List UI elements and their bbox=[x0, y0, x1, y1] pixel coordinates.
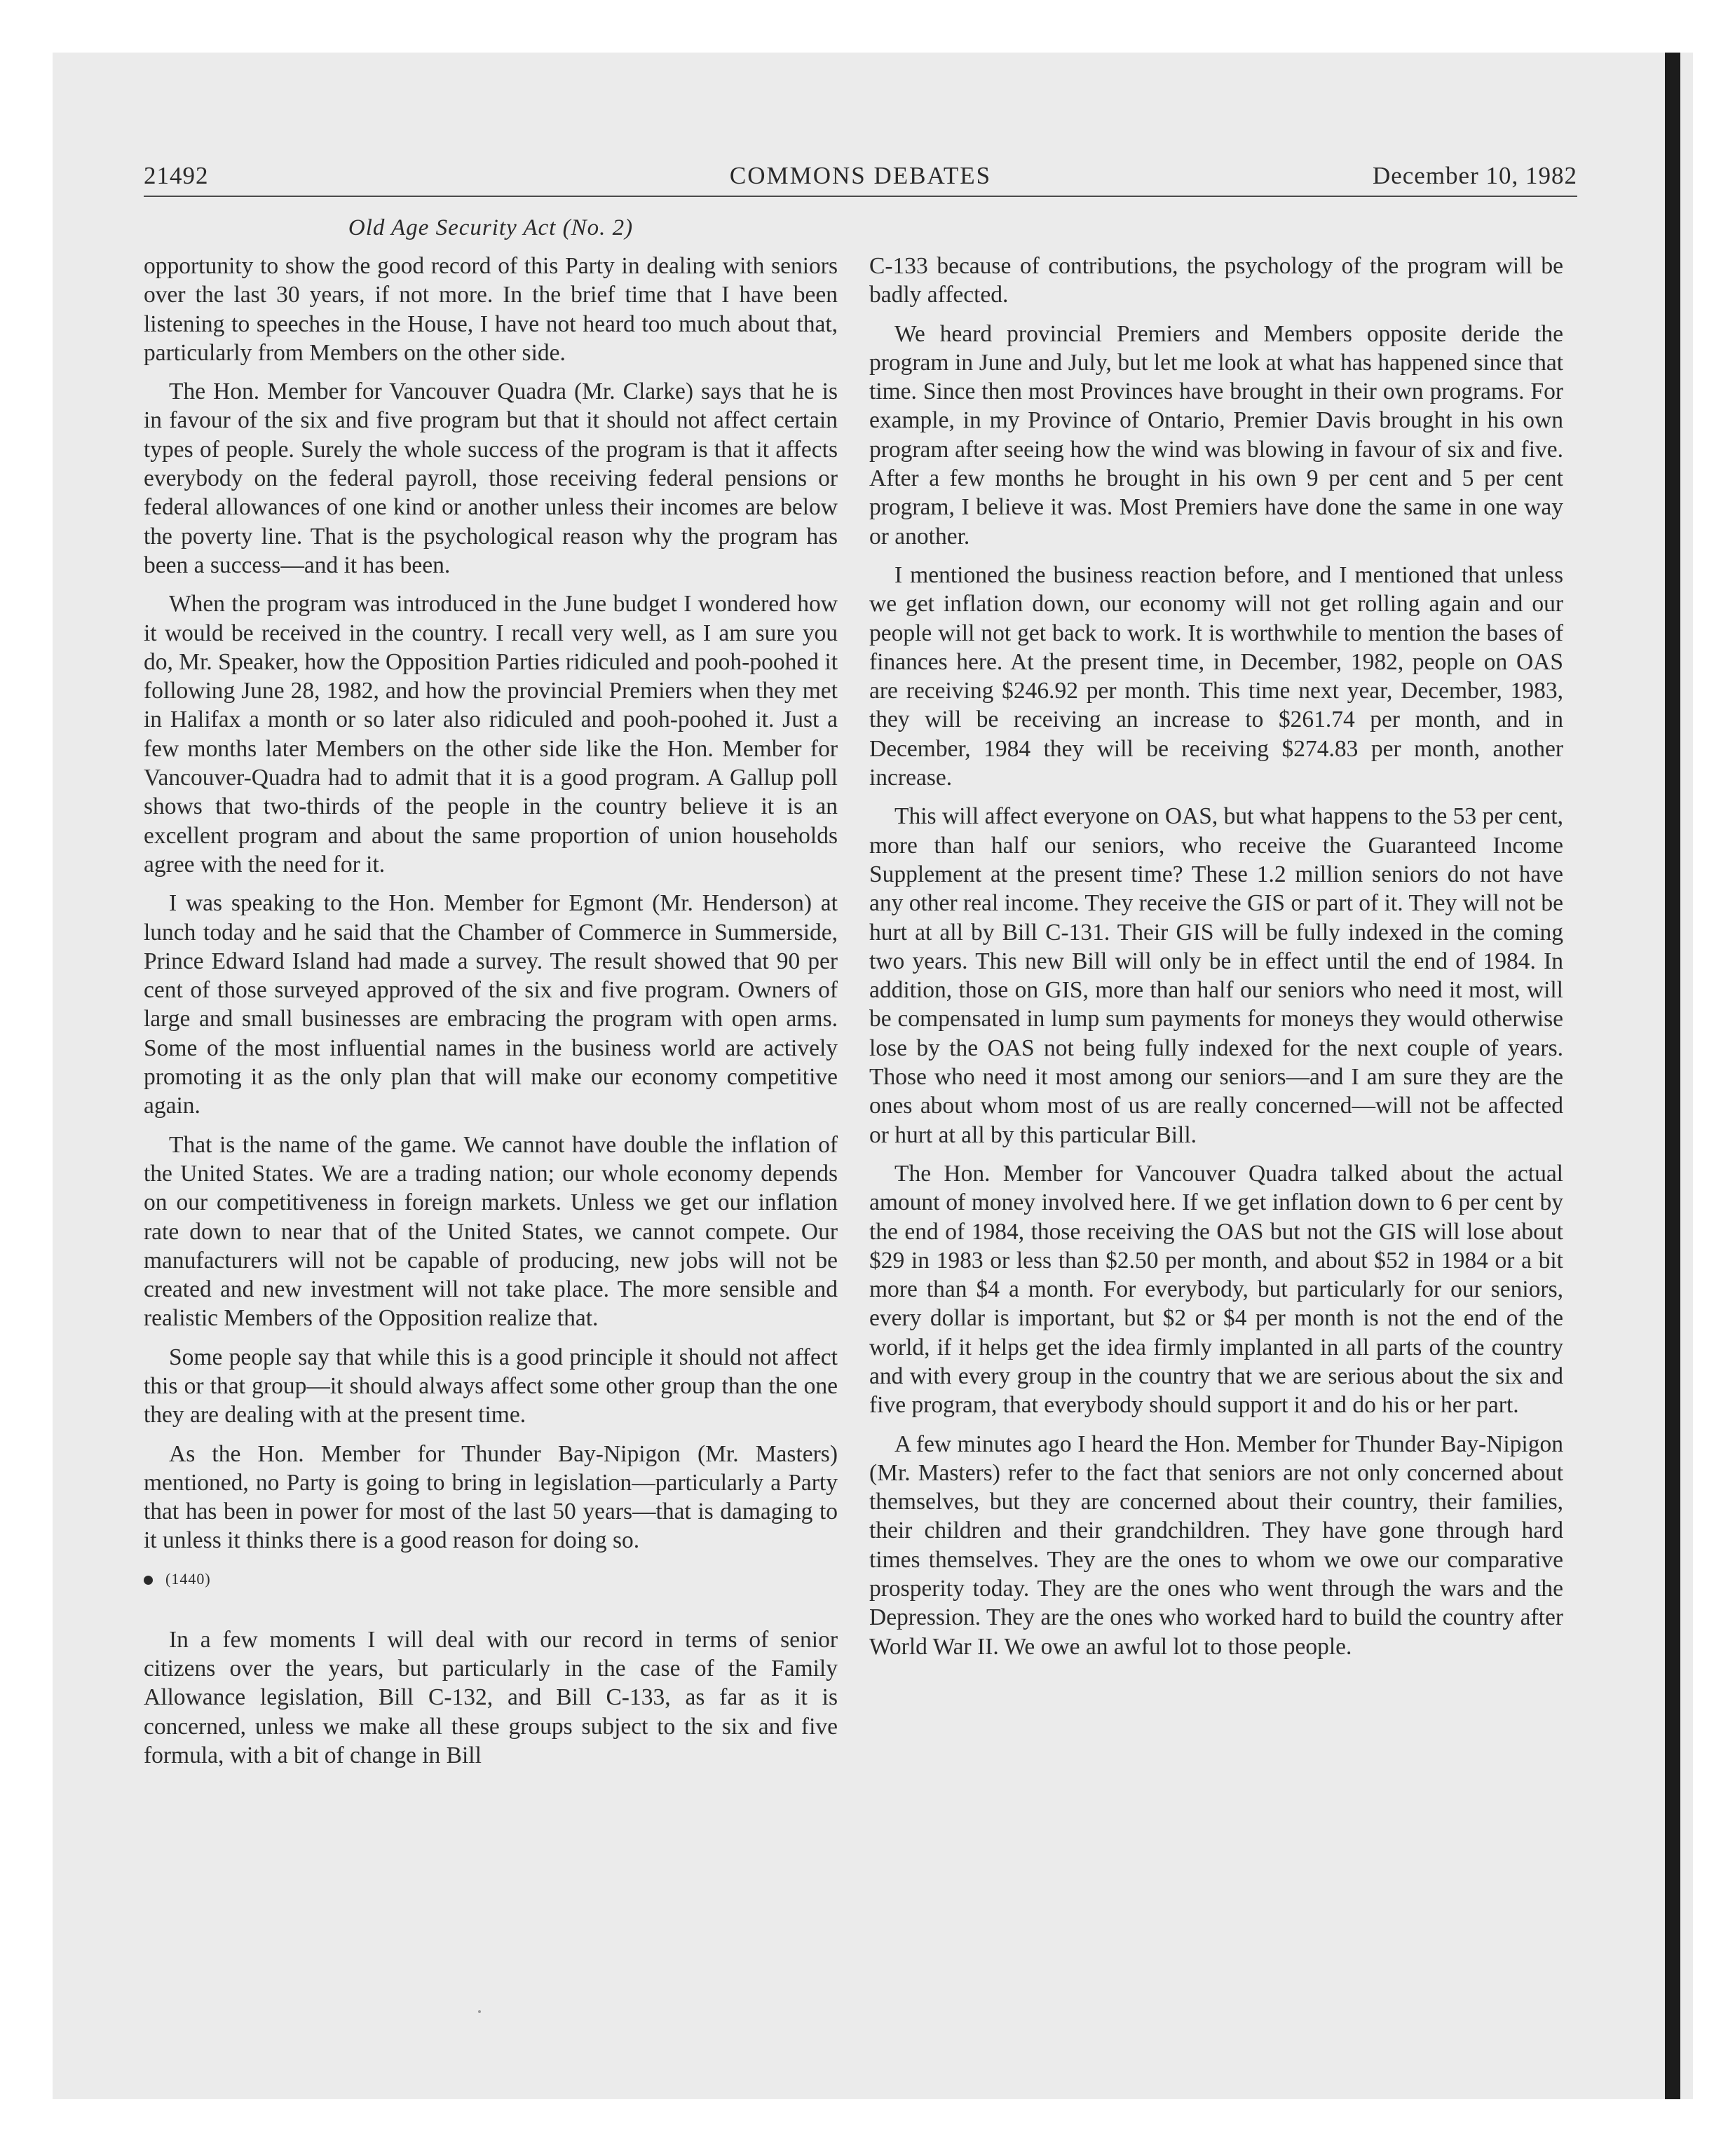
publication-title: COMMONS DEBATES bbox=[729, 162, 992, 189]
document-page bbox=[144, 158, 1577, 1768]
section-subheading: Old Age Security Act (No. 2) bbox=[348, 215, 634, 240]
time-marker-label: (1440) bbox=[165, 1569, 211, 1588]
paragraph: We heard provincial Premiers and Members opposite deride the program in June and July, but let me look at what has happened since that time. Since then most Provinces have brought in their own programs. For example, in my Province of Ontario, Premier Davis brought in his own program after seeing how the wind was blowing in favour of six and five. After a few months he brought in his own 9 per cent and 5 per cent program, I believe it was. Most Premiers have done the same in one way or another. bbox=[869, 320, 1563, 550]
paragraph: Some people say that while this is a good principle it should not affect this or that group—it should always affect some other group than the one they are dealing with at the present time. bbox=[144, 1344, 838, 1428]
paragraph: The Hon. Member for Vancouver Quadra (Mr. Clarke) says that he is in favour of the six and five program but that it should not affect certain types of people. Surely the whole success of the program is that it affects everybody on the federal payroll, those receiving federal pensions or federal allowances of one kind or another unless their incomes are below the poverty line. That is the psychological reason why the program has been a success—and it has been. bbox=[144, 378, 838, 578]
page-date: December 10, 1982 bbox=[1372, 162, 1577, 189]
paragraph: In a few moments I will deal with our record in terms of senior citizens over the years, but particularly in the case of the Family Allowance legislation, Bill C-132, and Bill C-133, as far as it is concerned, unless we make all these groups subject to the six and five formula, with a bit of change in Bill bbox=[144, 1626, 838, 1768]
right-column bbox=[869, 252, 1563, 1671]
paragraph: A few minutes ago I heard the Hon. Member for Thunder Bay-Nipigon (Mr. Masters) refer to the fact that seniors are not only concerned about themselves, but they are concerned about their country, their families, their children and their grandchildren. They have gone through hard times themselves. They are the ones to whom we owe our comparative prosperity today. They are the ones who went through the wars and the Depression. They are the ones who worked hard to build the country after World War II. We owe an awful lot to those people. bbox=[869, 1431, 1563, 1660]
scan-speck bbox=[478, 2010, 481, 2013]
paragraph: As the Hon. Member for Thunder Bay-Nipigon (Mr. Masters) mentioned, no Party is going to bring in legislation—particularly a Party that has been in power for most of the last 50 years—that is damaging to it unless it thinks there is a good reason for doing so. bbox=[144, 1440, 838, 1554]
paragraph: When the program was introduced in the June budget I wondered how it would be received in the country. I recall very well, as I am sure you do, Mr. Speaker, how the Opposition Parties ridiculed and pooh-poohed it following June 28, 1982, and how the provincial Premiers when they met in Halifax a month or so later also ridiculed and pooh-poohed it. Just a few months later Members on the other side like the Hon. Member for Vancouver-Quadra had to admit that it is a good program. A Gallup poll shows that two-thirds of the people in the country believe it is an excellent program and about the same proportion of union households agree with the need for it. bbox=[144, 591, 838, 878]
time-marker bbox=[144, 1565, 838, 1593]
bullet-icon bbox=[144, 1576, 153, 1585]
paragraph: C-133 because of contributions, the psychology of the program will be badly affected. bbox=[869, 253, 1563, 308]
paragraph: opportunity to show the good record of this Party in dealing with seniors over the last 30 years, if not more. In the brief time that I have been listening to speeches in the House, I have not heard too much about that, particularly from Members on the other side. bbox=[144, 253, 838, 366]
page-header bbox=[144, 158, 1577, 194]
paragraph: I was speaking to the Hon. Member for Egmont (Mr. Henderson) at lunch today and he said that the Chamber of Commerce in Summerside, Prince Edward Island had made a survey. The result showed that 90 per cent of those surveyed approved of the six and five program. Owners of large and small businesses are embracing the program with open arms. Some of the most influential names in the business world are actively promoting it as the only plan that will make our economy competitive again. bbox=[144, 890, 838, 1119]
scan-edge-shadow bbox=[1665, 53, 1680, 2099]
paragraph: This will affect everyone on OAS, but what happens to the 53 per cent, more than half our seniors, who receive the Guaranteed Income Supplement at the present time? These 1.2 million seniors do not have any other real income. They receive the GIS or part of it. They will not be hurt at all by Bill C-131. Their GIS will be fully indexed in the coming two years. This new Bill will only be in effect until the end of 1984. In addition, those on GIS, more than half our seniors who need it most, will be compensated in lump sum payments for moneys they would otherwise lose by the OAS not being fully indexed for the next couple of years. Those who need it most among our seniors—and I am sure they are the ones about whom most of us are really concerned—will not be affected or hurt at all by this particular Bill. bbox=[869, 803, 1563, 1148]
paragraph: I mentioned the business reaction before, and I mentioned that unless we get inflation down, our economy will not get rolling again and our people will not get back to work. It is worthwhile to mention the bases of finances here. At the present time, in December, 1982, people on OAS are receiving $246.92 per month. This time next year, December, 1983, they will be receiving an increase to $261.74 per month, and in December, 1984 they will be receiving $274.83 per month, another increase. bbox=[869, 561, 1563, 791]
paragraph: The Hon. Member for Vancouver Quadra talked about the actual amount of money involved here. If we get inflation down to 6 per cent by the end of 1984, those receiving the OAS but not the GIS will lose about $29 in 1983 or less than $2.50 per month, and about $52 in 1984 or a bit more than $4 a month. For everybody, but particularly for our seniors, every dollar is important, but $2 or $4 per month is not the end of the world, if it helps get the idea firmly implanted in all parts of the country and with every group in the country that we are serious about the six and five program, that everybody should support it and do his or her part. bbox=[869, 1160, 1563, 1419]
paragraph: That is the name of the game. We cannot have double the inflation of the United States. We are a trading nation; our whole economy depends on our competitiveness in foreign markets. Unless we get our inflation rate down to near that of the United States, we cannot compete. Our manufacturers will not be capable of producing, new jobs will not be created and new investment will not take place. The more sensible and realistic Members of the Opposition realize that. bbox=[144, 1131, 838, 1332]
header-rule bbox=[144, 196, 1577, 197]
page-number: 21492 bbox=[144, 162, 209, 189]
left-column bbox=[144, 252, 838, 1780]
